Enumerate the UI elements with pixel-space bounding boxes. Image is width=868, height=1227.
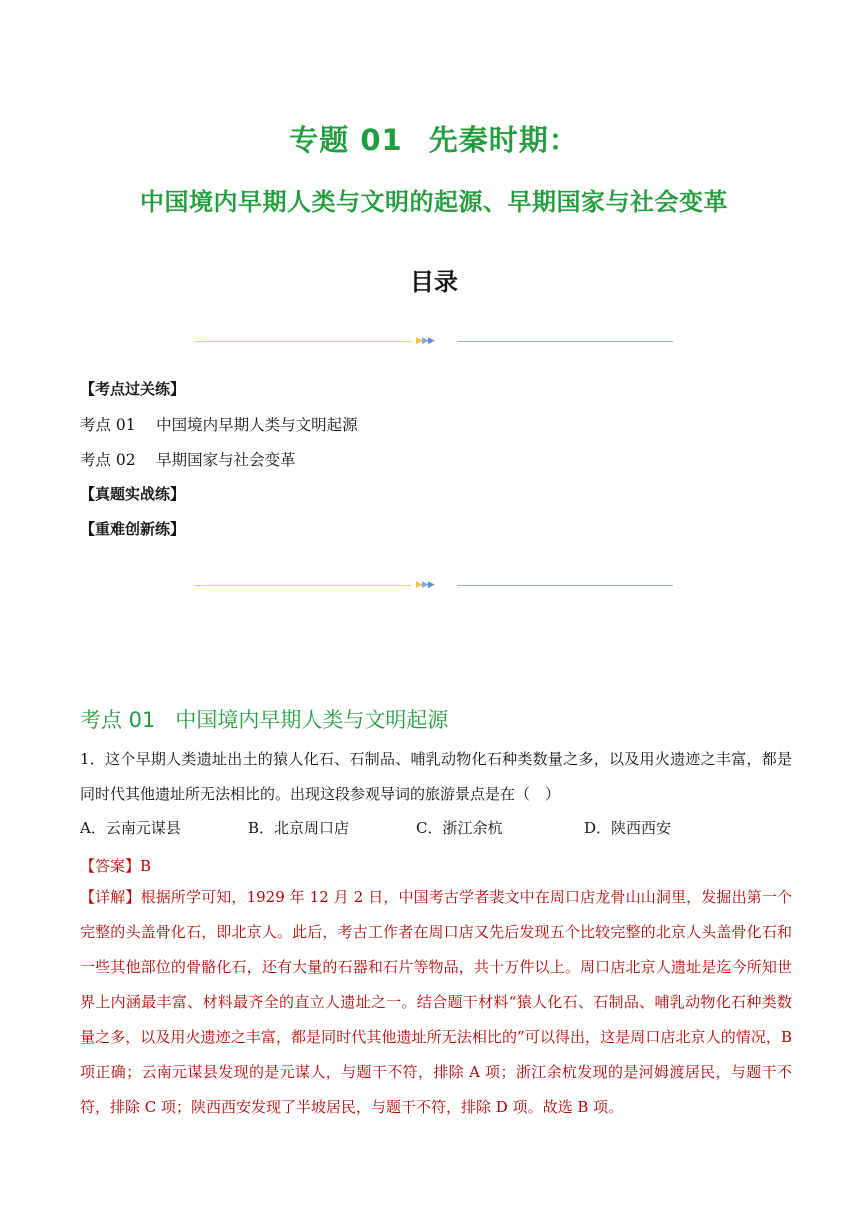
option-a[interactable]: A．云南元谋县 — [80, 819, 181, 837]
toc-item-innovation[interactable]: 【重难创新练】 — [80, 520, 186, 538]
section-heading — [80, 704, 448, 734]
section-number: 考点 01 — [80, 708, 156, 732]
divider-line-left — [195, 585, 411, 586]
toc-item-topic-01[interactable]: 考点 01 中国境内早期人类与文明起源 — [80, 416, 358, 434]
divider-top — [195, 336, 673, 346]
document-title — [0, 118, 868, 159]
arrow-icon: ▶▶▶ — [416, 336, 434, 346]
divider-line-left — [195, 341, 411, 342]
toc-item-practice[interactable]: 【考点过关练】 — [80, 380, 186, 398]
divider-line-right — [457, 341, 673, 342]
option-c[interactable]: C．浙江余杭 — [416, 819, 503, 837]
option-b[interactable]: B．北京周口店 — [248, 819, 350, 837]
option-d[interactable]: D．陕西西安 — [584, 819, 672, 837]
document-subtitle: 中国境内早期人类与文明的起源、早期国家与社会变革 — [140, 188, 728, 216]
detail-tag: 【详解】 — [80, 888, 141, 906]
question-options — [80, 817, 792, 841]
answer-line — [80, 855, 151, 876]
detail-text: 根据所学可知，1929 年 12 月 2 日，中国考古学者裴文中在周口店龙骨山山洞里，发掘出第一个完整的头盖骨化石，即北京人。此后，考古工作者在周口店又先后发现五个比较完整的北京人头盖骨化石和一些其他部位的骨骼化石，还有大量的石器和石片等物品，共十万件以上。周口店北京人遗址是迄今所知世界上内涵最丰富、材料最齐全的直立人遗址之一。结合题干材料“猿人化石、石制品、哺乳动物化石种类数量之多，以及用火遗迹之丰富，都是同时代其他遗址所无法相比的”可以得出，这是周口店北京人的情况，B 项正确；云南元谋县发现的是元谋人，与题干不符，排除 A 项；浙江余杭发现的是河姆渡居民，与题干不符，排除 C 项；陕西西安发现了半坡居民，与题干不符，排除 D 项。故选 B 项。 — [80, 888, 792, 1116]
answer-tag: 【答案】 — [80, 857, 141, 875]
section-title: 中国境内早期人类与文明起源 — [175, 708, 449, 732]
toc-item-topic-02[interactable]: 考点 02 早期国家与社会变革 — [80, 451, 296, 469]
divider-line-right — [457, 585, 673, 586]
toc-item-real-exam[interactable]: 【真题实战练】 — [80, 485, 186, 503]
toc-heading: 目录 — [410, 268, 458, 296]
divider-bottom — [195, 580, 673, 590]
title-main: 先秦时期： — [428, 123, 579, 157]
answer-detail — [80, 880, 792, 1125]
answer-value: B — [140, 857, 152, 875]
title-prefix: 专题 01 — [289, 123, 403, 157]
question-stem: 1．这个早期人类遗址出土的猿人化石、石制品、哺乳动物化石种类数量之多，以及用火遗迹之丰富，都是同时代其他遗址所无法相比的。出现这段参观导词的旅游景点是在（ ） — [80, 750, 792, 803]
arrow-icon: ▶▶▶ — [416, 580, 434, 590]
